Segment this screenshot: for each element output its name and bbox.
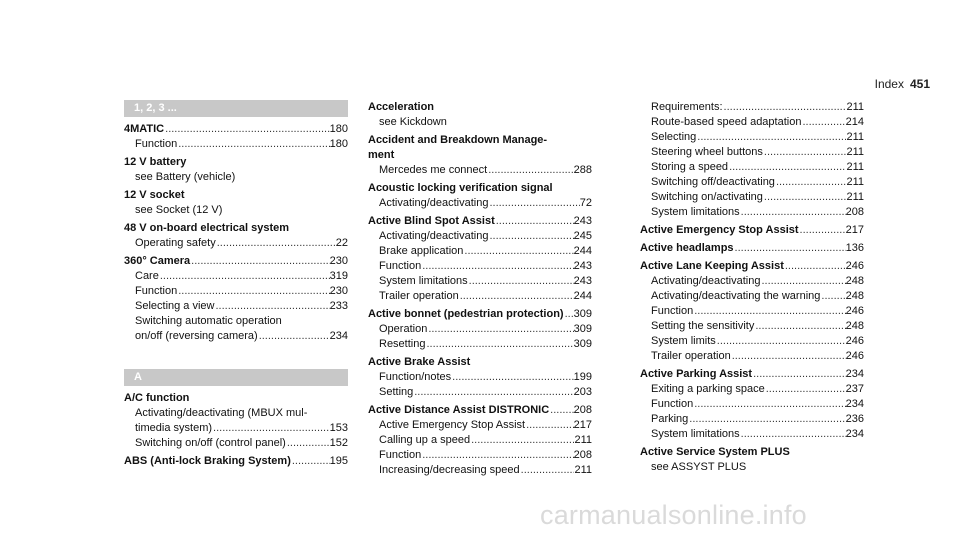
subentry-page[interactable]: 248 [845, 320, 864, 332]
subentry-page[interactable]: 246 [845, 335, 864, 347]
subentry-page[interactable]: 233 [329, 300, 348, 312]
subentry-page[interactable]: 152 [329, 437, 348, 449]
see-reference[interactable]: see ASSYST PLUS [651, 461, 747, 473]
entry-page[interactable]: 195 [329, 455, 348, 467]
subentry-page[interactable]: 211 [574, 434, 592, 446]
subentry-page[interactable]: 211 [846, 131, 864, 143]
subentry-text: Storing a speed [651, 161, 729, 173]
watermark-text: carmanualsonline.info [540, 500, 807, 530]
index-entry [368, 307, 592, 352]
index-entry [368, 214, 592, 304]
subentry-page[interactable]: 72 [579, 197, 592, 209]
subentry-text: Activating/deactivating [379, 197, 489, 209]
index-entry [124, 155, 348, 185]
entry-title: Active headlamps [640, 242, 734, 254]
index-entry [124, 122, 348, 152]
index-entry [368, 133, 592, 178]
subentry-text: Calling up a speed [379, 434, 471, 446]
index-entry [124, 391, 348, 451]
entry-title: Active Blind Spot Assist [368, 215, 495, 227]
subentry-text: Increasing/decreasing speed [379, 464, 520, 476]
index-entry [124, 221, 348, 251]
entry-title: A/C function [124, 392, 190, 404]
entry-title: ment [368, 149, 395, 161]
subentry-text: Activating/deactivating [379, 230, 489, 242]
subentry-text: Function [379, 449, 422, 461]
index-entry [124, 188, 348, 218]
entry-title: Acceleration [368, 101, 435, 113]
entry-page[interactable]: 309 [573, 308, 592, 320]
index-entry [368, 181, 592, 211]
entry-title: ABS (Anti-lock Braking System) [124, 455, 291, 467]
index-column-2 [368, 100, 592, 481]
index-entry [368, 403, 592, 478]
subentry-text: Route-based speed adaptation [651, 116, 802, 128]
subentry-text: Mercedes me connect [379, 164, 488, 176]
index-column-1 [124, 100, 348, 472]
subentry-text: Operating safety [135, 237, 216, 249]
subentry-page[interactable]: 211 [846, 176, 864, 188]
subentry-page[interactable]: 211 [846, 101, 864, 113]
subentry-page[interactable]: 309 [573, 338, 592, 350]
subentry-text: Function [135, 138, 178, 150]
subentry-text: Function [135, 285, 178, 297]
entry-title: Active Lane Keeping Assist [640, 260, 784, 272]
subentry-text: Setting the sensitivity [651, 320, 755, 332]
entry-title: Active Service System PLUS [640, 446, 790, 458]
subentry-page[interactable]: 211 [846, 191, 864, 203]
index-entry [640, 223, 864, 238]
entry-page[interactable]: 230 [329, 255, 348, 267]
see-reference[interactable]: see Battery (vehicle) [135, 171, 236, 183]
see-reference[interactable]: see Socket (12 V) [135, 204, 223, 216]
subentry-text: on/off (reversing camera) [135, 330, 258, 342]
subentry-page[interactable]: 208 [573, 449, 592, 461]
entry-title: 12 V battery [124, 156, 187, 168]
subentry-page[interactable]: 180 [329, 138, 348, 150]
entry-title: Active bonnet (pedestrian protection) [368, 308, 564, 320]
subentry-text: Activating/deactivating the warning [651, 290, 821, 302]
subentry-text: timedia system) [135, 422, 213, 434]
subentry-text: Function [651, 398, 694, 410]
subentry-page[interactable]: 22 [335, 237, 348, 249]
subentry-text: Activating/deactivating (MBUX mul- [135, 407, 308, 419]
subentry-text: Selecting [651, 131, 697, 143]
subentry-page[interactable]: 230 [329, 285, 348, 297]
subentry-page[interactable]: 248 [845, 290, 864, 302]
subentry-text: Brake application [379, 245, 464, 257]
page-header [875, 77, 930, 91]
page-number: 451 [909, 77, 930, 91]
index-entry [640, 367, 864, 442]
entry-page[interactable]: 234 [845, 368, 864, 380]
index-label: Index [874, 77, 904, 91]
subentry-page[interactable]: 243 [573, 275, 592, 287]
subentry-text: Steering wheel buttons [651, 146, 763, 158]
subentry-page[interactable]: 248 [845, 275, 864, 287]
index-entry [124, 454, 348, 469]
subentry-text: Switching off/deactivating [651, 176, 775, 188]
entry-title: Accident and Breakdown Manage- [368, 134, 548, 146]
entry-title: 360° Camera [124, 255, 191, 267]
subentry-text: Function/notes [379, 371, 452, 383]
entry-title: Active Brake Assist [368, 356, 471, 368]
subentry-text: Activating/deactivating [651, 275, 761, 287]
entry-title: Active Distance Assist DISTRONIC [368, 404, 550, 416]
subentry-page[interactable]: 236 [845, 413, 864, 425]
index-column-3 [640, 100, 864, 478]
subentry-text: Care [135, 270, 159, 282]
index-entry [640, 241, 864, 256]
subentry-page[interactable]: 309 [573, 323, 592, 335]
subentry-page[interactable]: 203 [573, 386, 592, 398]
index-entry [640, 445, 864, 475]
entry-page[interactable]: 180 [329, 123, 348, 135]
subentry-page[interactable]: 319 [329, 270, 348, 282]
subentry-text: Parking [651, 413, 689, 425]
subentry-text: System limits [651, 335, 716, 347]
subentry-page[interactable]: 214 [845, 116, 864, 128]
subentry-text: Trailer operation [379, 290, 459, 302]
subentry-page[interactable]: 153 [329, 422, 348, 434]
subentry-page[interactable]: 244 [573, 245, 592, 257]
subentry-text: Setting [379, 386, 414, 398]
subentry-page[interactable]: 246 [845, 305, 864, 317]
subentry-text: Function [379, 260, 422, 272]
subentry-text: System limitations [651, 428, 740, 440]
subentry-page[interactable]: 199 [573, 371, 592, 383]
subentry-page[interactable]: 211 [846, 146, 864, 158]
entry-title: 4MATIC [124, 123, 165, 135]
subentry-page[interactable]: 246 [845, 350, 864, 362]
entry-page[interactable]: 208 [573, 404, 592, 416]
subentry-text: Exiting a parking space [651, 383, 765, 395]
subentry-page[interactable]: 245 [573, 230, 592, 242]
entry-page[interactable]: 243 [573, 215, 592, 227]
subentry-page[interactable]: 244 [573, 290, 592, 302]
section-heading-a: A [124, 369, 348, 386]
subentry-page[interactable]: 237 [845, 383, 864, 395]
subentry-text: Resetting [379, 338, 426, 350]
entry-title: 12 V socket [124, 189, 185, 201]
subentry-text: System limitations [379, 275, 468, 287]
subentry-page[interactable]: 234 [845, 428, 864, 440]
subentry-text: System limitations [651, 206, 740, 218]
subentry-page[interactable]: 208 [845, 206, 864, 218]
entry-title: Active Emergency Stop Assist [640, 224, 799, 236]
entry-title: 48 V on-board electrical system [124, 222, 290, 234]
subentry-page[interactable]: 288 [573, 164, 592, 176]
entry-page[interactable]: 246 [845, 260, 864, 272]
entry-page[interactable]: 217 [845, 224, 864, 236]
subentry-text: Switching on/activating [651, 191, 763, 203]
index-entry [368, 100, 592, 130]
entry-page[interactable]: 136 [845, 242, 864, 254]
subentry-page[interactable]: 243 [573, 260, 592, 272]
subentry-page[interactable]: 211 [574, 464, 592, 476]
subentry-text: Active Emergency Stop Assist [379, 419, 526, 431]
subentry-text: Selecting a view [135, 300, 215, 312]
subentry-page[interactable]: 234 [845, 398, 864, 410]
index-entry [368, 355, 592, 400]
see-reference[interactable]: see Kickdown [379, 116, 447, 128]
entry-title: Active Parking Assist [640, 368, 753, 380]
index-entry [124, 254, 348, 344]
index-entry [640, 259, 864, 364]
index-entry-continued [640, 100, 864, 220]
subentry-page[interactable]: 211 [846, 161, 864, 173]
subentry-text: Requirements: [651, 101, 723, 113]
section-heading-numbers: 1, 2, 3 ... [124, 100, 348, 117]
subentry-page[interactable]: 234 [329, 330, 348, 342]
subentry-text: Function [651, 305, 694, 317]
subentry-text: Operation [379, 323, 428, 335]
subentry-page[interactable]: 217 [573, 419, 592, 431]
subentry-text: Trailer operation [651, 350, 731, 362]
subentry-text: Switching on/off (control panel) [135, 437, 286, 449]
subentry-text: Switching automatic operation [135, 315, 282, 327]
entry-title: Acoustic locking verification signal [368, 182, 553, 194]
